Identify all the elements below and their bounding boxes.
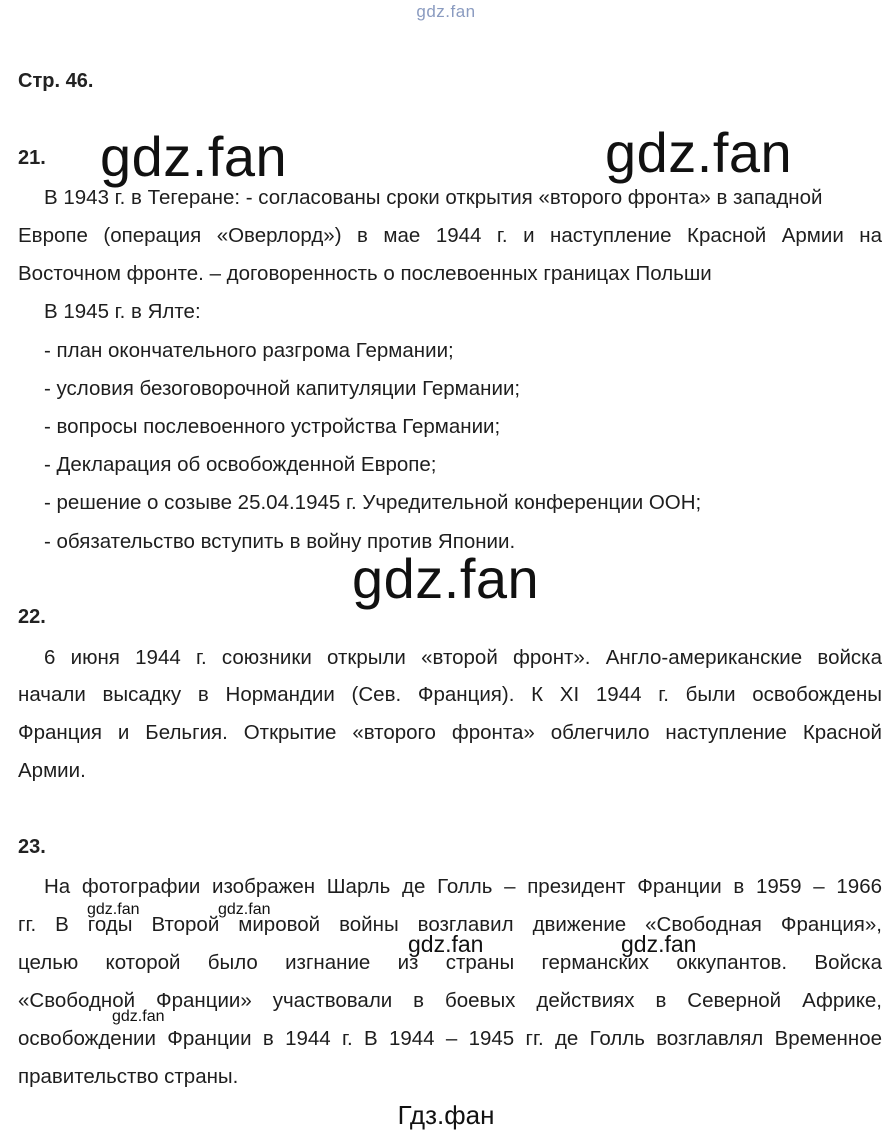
q21-list-item: - решение о созыве 25.04.1945 г. Учредительной конференции ООН;: [44, 491, 702, 514]
q23-line: На фотографии изображен Шарль де Голль – президент Франции в 1959 – 1966: [44, 875, 882, 898]
q22-line: начали высадку в Нормандии (Сев. Франция). К XI 1944 г. были освобождены: [18, 683, 882, 706]
q23-line: целью которой было изгнание из страны германских оккупантов. Войска: [18, 951, 882, 974]
watermark: gdz.fan: [112, 1008, 165, 1025]
q21-list-item: - Декларация об освобожденной Европе;: [44, 453, 437, 476]
page-number: Стр. 46.: [18, 70, 94, 92]
q23-line: правительство страны.: [18, 1065, 239, 1088]
q23-line: «Свободной Франции» участвовали в боевых действиях в Северной Африке,: [18, 989, 882, 1012]
watermark: gdz.fan: [100, 125, 288, 188]
q22-line: Франция и Бельгия. Открытие «второго фронта» облегчило наступление Красной: [18, 721, 882, 744]
q21-list-item: - вопросы послевоенного устройства Германии;: [44, 415, 501, 438]
q22-line: Армии.: [18, 759, 86, 782]
question-21-number: 21.: [18, 147, 46, 169]
q21-line: Европе (операция «Оверлорд») в мае 1944 г. и наступление Красной Армии на: [18, 224, 882, 247]
question-22-number: 22.: [18, 606, 46, 628]
q22-line: 6 июня 1944 г. союзники открыли «второй фронт». Англо-американские войска: [44, 646, 882, 669]
watermark: gdz.fan: [621, 931, 697, 957]
q21-list-item: - обязательство вступить в войну против Японии.: [44, 530, 516, 553]
watermark: gdz.fan: [87, 901, 140, 918]
watermark: gdz.fan: [408, 931, 484, 957]
q21-list-item: - условия безоговорочной капитуляции Германии;: [44, 377, 521, 400]
q23-line: освобождении Франции в 1944 г. В 1944 – 1945 гг. де Голль возглавлял Временное: [18, 1027, 882, 1050]
q21-list-item: - план окончательного разгрома Германии;: [44, 339, 454, 362]
watermark: gdz.fan: [352, 547, 540, 610]
q23-line: гг. В годы Второй мировой войны возглавил движение «Свободная Франция»,: [18, 913, 882, 936]
bottom-watermark: Гдз.фан: [397, 1100, 495, 1130]
watermark: gdz.fan: [605, 121, 793, 184]
q21-line: Восточном фронте. – договоренность о послевоенных границах Польши: [18, 262, 712, 285]
question-23-number: 23.: [18, 836, 46, 858]
q21-line: В 1945 г. в Ялте:: [44, 300, 201, 323]
q21-line: В 1943 г. в Тегеране: - согласованы сроки открытия «второго фронта» в западной: [44, 186, 823, 209]
top-watermark: gdz.fan: [416, 2, 476, 21]
watermark: gdz.fan: [218, 901, 271, 918]
